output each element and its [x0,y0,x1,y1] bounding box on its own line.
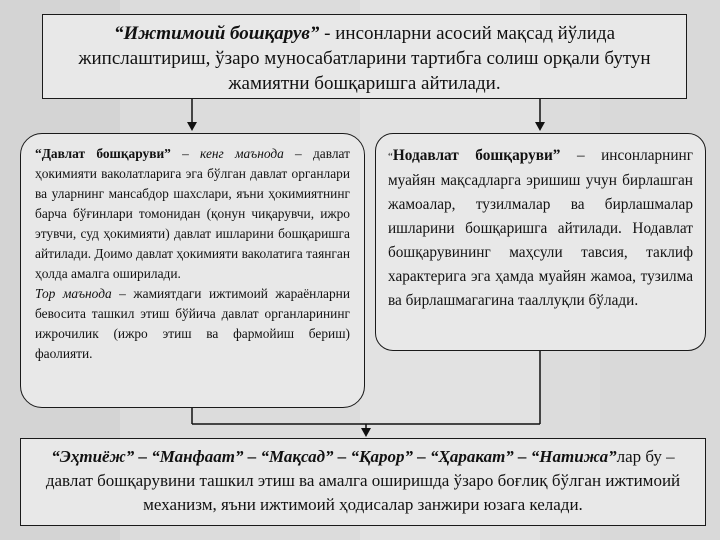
state-management-box [20,133,365,408]
arrow-head-left [187,122,197,131]
social-management-box [42,14,687,99]
narrow-sense-text: – жамиятдаги ижтимоий жараёнларни бевосита ташкил этиш бўйича давлат органларининг ижрочилик (ижро этиш ва фармойиш бериш) фаолияти. [35,286,350,361]
broad-sense-text: – давлат ҳокимияти ваколатларига эга бўлган давлат органлари ва уларнинг мансабдор шахслари, яъни ҳокимиятнинг барча бўғинлари томонидан (қонун чиқарувчи, ижро этувчи, суд ҳокимияти) давлат ишларини бошқаришга айтилади. Доимо давлат ҳокимияти ваколатига таянган ҳолда амалга оширилади. [35,146,351,281]
mechanism-chain-box [20,438,706,526]
social-management-definition: - инсонларни асосий мақсад йўлида жипслаштириш, ўзаро муносабатларини тартибга солиш орқали бутун жамиятни бошқаришга айтилади. [78,23,651,94]
dash: – [170,146,201,161]
narrow-sense-label: Тор маънода [35,286,112,301]
quote-mark: “ [388,151,393,163]
social-management-term: “Ижтимоий бошқарув” [113,23,320,44]
non-state-management-box [375,133,706,351]
state-management-term: “Давлат бошқаруви” [35,146,171,161]
arrow-head-bottom [361,428,371,437]
arrow-head-right [535,122,545,131]
mechanism-chain-text: лар бу – давлат бошқарувини ташкил этиш ва амалга оширишда ўзаро боғлиқ бўлган ижтимоий механизм, яъни ижтимоий ҳодисалар занжири юзага келади. [45,447,681,514]
mechanism-chain: “Эҳтиёж” – “Манфаат” – “Мақсад” – “Қарор” – “Ҳаракат” – “Натижа” [51,447,617,466]
non-state-management-definition: – инсонларнинг муайян мақсадларга эришиш учун бирлашган жамоалар, тузилмалар ва бирлашмалар ишларини бошқаришга айтилади. Нодавлат бошқарувининг маҳсули тавсия, таклиф характерига эга ҳамда муайян жамоа, тузилма ва бирлашмагагина тааллуқли бўлади. [388,147,694,309]
broad-sense-label: кенг маънода [200,146,284,161]
non-state-management-term: Нодавлат бошқаруви” [392,147,561,164]
